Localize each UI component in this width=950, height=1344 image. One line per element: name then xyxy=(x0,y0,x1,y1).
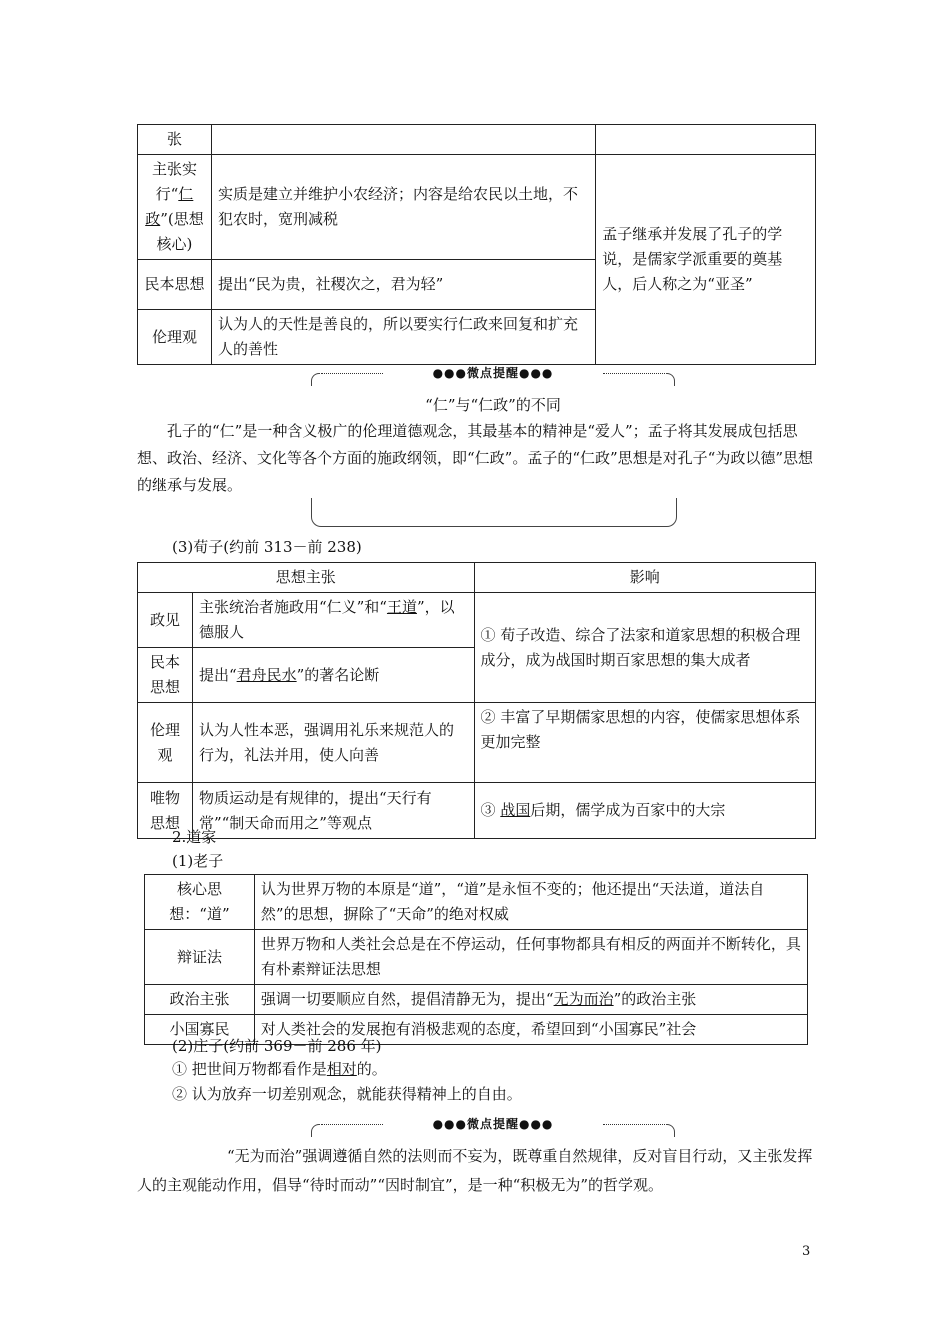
laozi-core-text: 认为世界万物的本原是“道”，“道”是永恒不变的；他还提出“天法道，道法自然”的思想，摒除了“天命”的绝对权威 xyxy=(254,875,807,930)
tip-label-2: ●●●微点提醒●●● xyxy=(432,1117,554,1131)
daojia-heading: 2.道家 xyxy=(172,828,217,846)
tip-banner-2 xyxy=(311,1117,675,1133)
row-label-lunli: 伦理观 xyxy=(138,310,212,365)
minben-text: 提出“民为贵，社稷次之，君为轻” xyxy=(211,260,595,310)
xunzi-col-header-2: 影响 xyxy=(474,563,815,593)
row-label-renzheng: 主张实行“仁政”(思想核心) xyxy=(138,155,212,260)
xunzi-col-header-1: 思想主张 xyxy=(138,563,475,593)
xunzi-influence-3: ③ 战国后期，儒学成为百家中的大宗 xyxy=(474,783,815,839)
xunzi-lunli-text: 认为人性本恶，强调用礼乐来规范人的行为，礼法并用，使人向善 xyxy=(192,703,474,783)
xunzi-table xyxy=(137,562,816,839)
row-label-minben: 民本思想 xyxy=(138,260,212,310)
tip-label-1: ●●●微点提醒●●● xyxy=(432,366,554,380)
xunzi-label-lunli: 伦理观 xyxy=(138,703,193,783)
xunzi-label-minben: 民本思想 xyxy=(138,648,193,703)
lunli-text: 认为人的天性是善良的，所以要实行仁政来回复和扩充人的善性 xyxy=(211,310,595,365)
xunzi-minben-text: 提出“君舟民水”的著名论断 xyxy=(192,648,474,703)
tip1-body: 孔子的“仁”是一种含义极广的伦理道德观念，其最基本的精神是“爱人”；孟子将其发展成包括思想、政治、经济、文化等各个方面的施政纲领，即“仁政”。孟子的“仁政”思想是对孔子“为政以德”思想的继承与发展。 xyxy=(137,422,814,494)
tip1-title: “仁”与“仁政”的不同 xyxy=(425,396,561,414)
laozi-label-xiaoguo: 小国寡民 xyxy=(145,1015,255,1045)
xunzi-heading: (3)荀子(约前 313－前 238) xyxy=(172,538,362,556)
laozi-bianzheng-text: 世界万物和人类社会总是在不停运动，任何事物都具有相反的两面并不断转化，具有朴素辩证法思想 xyxy=(254,930,807,985)
tip-banner-1 xyxy=(311,366,675,382)
tip-box-1 xyxy=(311,498,677,527)
laozi-label-bianzheng: 辩证法 xyxy=(145,930,255,985)
laozi-table xyxy=(144,874,808,1045)
xunzi-label-zhengjian: 政见 xyxy=(138,593,193,648)
mencius-table xyxy=(137,124,816,365)
laozi-heading: (1)老子 xyxy=(172,852,224,870)
laozi-zhengzhi-text: 强调一切要顺应自然，提倡清静无为，提出“无为而治”的政治主张 xyxy=(254,985,807,1015)
zhuangzi-point-1: ① 把世间万物都看作是相对的。 xyxy=(172,1060,387,1078)
zhuangzi-point-2: ② 认为放弃一切差别观念，就能获得精神上的自由。 xyxy=(172,1085,522,1103)
page-number: 3 xyxy=(802,1244,811,1259)
zhuangzi-heading: (2)庄子(约前 369－前 286 年) xyxy=(172,1037,382,1055)
xunzi-influence-1: ① 荀子改造、综合了法家和道家思想的积极合理成分，成为战国时期百家思想的集大成者 xyxy=(474,593,815,703)
row-label-zhang: 张 xyxy=(138,125,212,155)
xunzi-label-weiwu: 唯物思想 xyxy=(138,783,193,839)
tip2-body: “无为而治”强调遵循自然的法则而不妄为，既尊重自然规律，反对盲目行动，又主张发挥人的主观能动作用，倡导“待时而动”“因时制宜”，是一种“积极无为”的哲学观。 xyxy=(137,1147,813,1194)
xunzi-zhengjian-text: 主张统治者施政用“仁义”和“王道”，以德服人 xyxy=(192,593,474,648)
xunzi-weiwu-text: 物质运动是有规律的，提出“天行有常”“制天命而用之”等观点 xyxy=(192,783,474,839)
xunzi-influence-2: ② 丰富了早期儒家思想的内容，使儒家思想体系更加完整 xyxy=(474,703,815,783)
laozi-label-core: 核心思想：“道” xyxy=(145,875,255,930)
laozi-label-zhengzhi: 政治主张 xyxy=(145,985,255,1015)
renzheng-text: 实质是建立并维护小农经济；内容是给农民以土地，不犯农时，宽刑减税 xyxy=(211,155,595,260)
mencius-influence: 孟子继承并发展了孔子的学说，是儒家学派重要的奠基人，后人称之为“亚圣” xyxy=(596,155,816,365)
laozi-xiaoguo-text: 对人类社会的发展抱有消极悲观的态度，希望回到“小国寡民”社会 xyxy=(254,1015,807,1045)
